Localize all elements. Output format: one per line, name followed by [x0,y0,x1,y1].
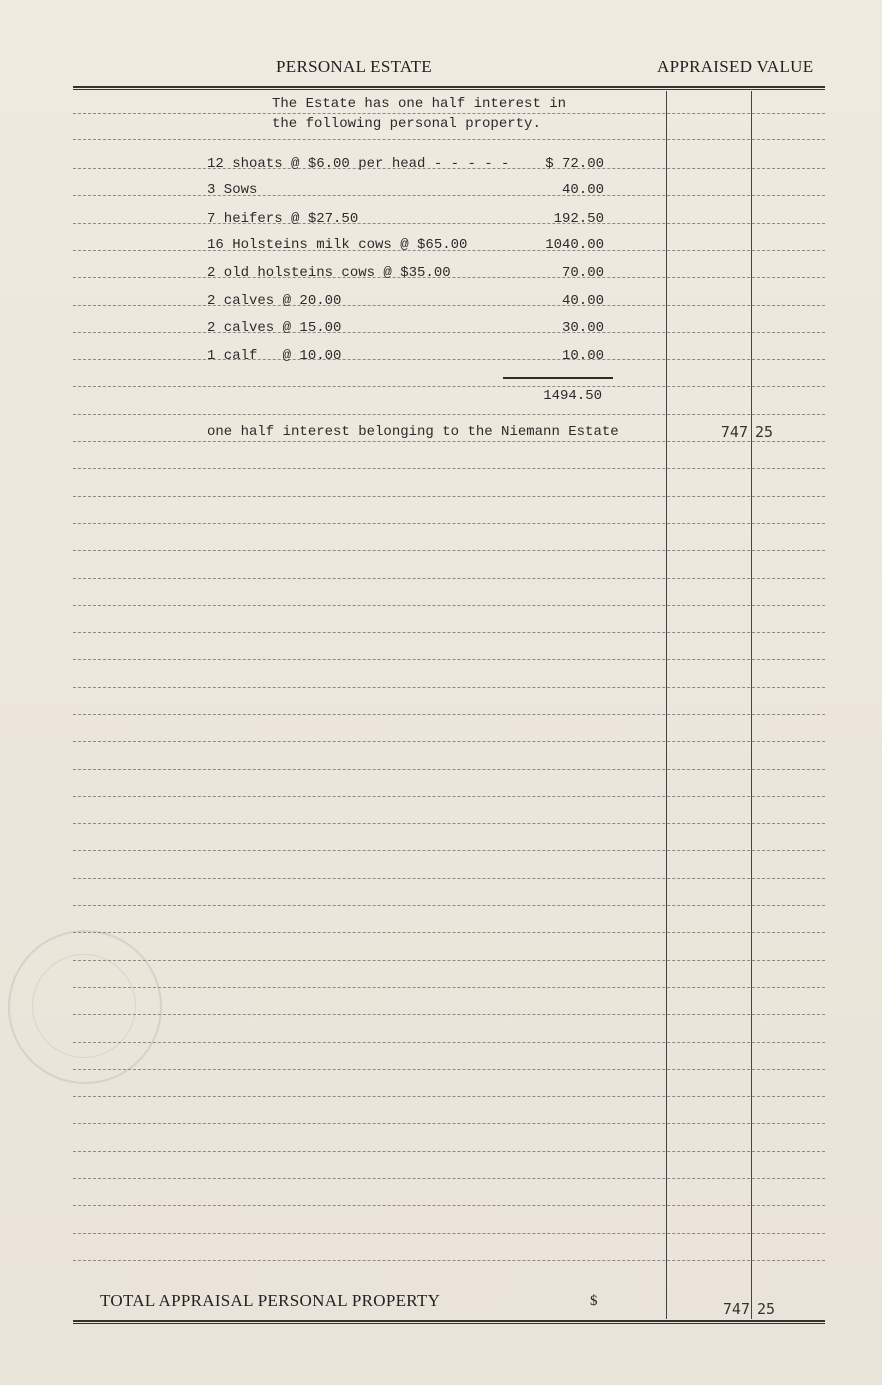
item-desc-8: 1 calf @ 10.00 [207,348,342,364]
ledger-rule [73,359,825,360]
item-amount-5: 70.00 [561,265,604,281]
item-desc-3: 7 heifers @ $27.50 [207,211,359,227]
item-amount-1: $ 72.00 [545,156,604,172]
ledger-rule [73,1042,825,1043]
ledger-rule [73,195,825,196]
item-amount-7: 30.00 [561,320,604,336]
item-desc-5: 2 old holsteins cows @ $35.00 [207,265,451,281]
ledger-rule [73,1123,825,1124]
ledger-rule [73,769,825,770]
item-amount-4: 1040.00 [545,237,604,253]
total-dollar-sign: $ [590,1293,598,1309]
ledger-rule [73,1096,825,1097]
ledger-rule [73,632,825,633]
item-desc-4: 16 Holsteins milk cows @ $65.00 [207,237,468,253]
item-amount-8: 10.00 [561,348,604,364]
ledger-rule [73,550,825,551]
item-amount-3: 192.50 [553,211,604,227]
personal-estate-heading: PERSONAL ESTATE [276,57,432,76]
ledger-rule [73,414,825,415]
ledger-rule [73,1151,825,1152]
intro-line-1: The Estate has one half interest in [272,96,567,112]
item-desc-7: 2 calves @ 15.00 [207,320,342,336]
ledger-rule [73,1178,825,1179]
item-amount-6: 40.00 [561,293,604,309]
ledger-rule [73,578,825,579]
ledger-rule [73,659,825,660]
total-appraisal-label: TOTAL APPRAISAL PERSONAL PROPERTY [100,1291,441,1310]
ledger-rule [73,796,825,797]
ledger-rule [73,1233,825,1234]
ledger-rule [73,932,825,933]
ledger-rule [73,523,825,524]
ledger-rule [73,714,825,715]
ledger-rule [73,905,825,906]
ledger-rule [73,987,825,988]
subtotal-rule [503,377,613,379]
ledger-rule [73,441,825,442]
ledger-rule [73,850,825,851]
ledger-rule [73,496,825,497]
half-interest-label: one half interest belonging to the Niemann Estate [207,424,619,440]
intro-line-2: the following personal property. [272,116,541,132]
header-double-rule [73,86,825,90]
ledger-rule [73,332,825,333]
item-desc-2: 3 Sows [207,182,258,198]
ledger-rule [73,113,825,114]
appraised-value-heading: APPRAISED VALUE [657,57,814,76]
total-dollars: 747 [722,1300,750,1318]
ledger-rule [73,823,825,824]
ledger-rule [73,605,825,606]
item-desc-6: 2 calves @ 20.00 [207,293,342,309]
ledger-rule [73,139,825,140]
ledger-rule [73,741,825,742]
ledger-rule [73,1069,825,1070]
item-desc-1: 12 shoats @ $6.00 per head - - - - - [207,156,510,172]
ledger-rule [73,878,825,879]
column-divider-left [666,91,667,1319]
ledger-rule [73,1260,825,1261]
ledger-rule [73,305,825,306]
item-amount-2: 40.00 [561,182,604,198]
half-interest-dollars: 747 [720,423,748,441]
ledger-rule [73,1205,825,1206]
ledger-rule [73,1014,825,1015]
column-divider-cents [751,91,752,1319]
ledger-rule [73,687,825,688]
total-cents: 25 [757,1300,776,1318]
footer-double-rule [73,1320,825,1324]
ledger-rule [73,223,825,224]
half-interest-cents: 25 [755,423,774,441]
ledger-rule [73,960,825,961]
embossed-seal [8,930,162,1084]
ledger-rule [73,468,825,469]
subtotal-amount: 1494.50 [543,388,602,404]
ledger-rule [73,386,825,387]
